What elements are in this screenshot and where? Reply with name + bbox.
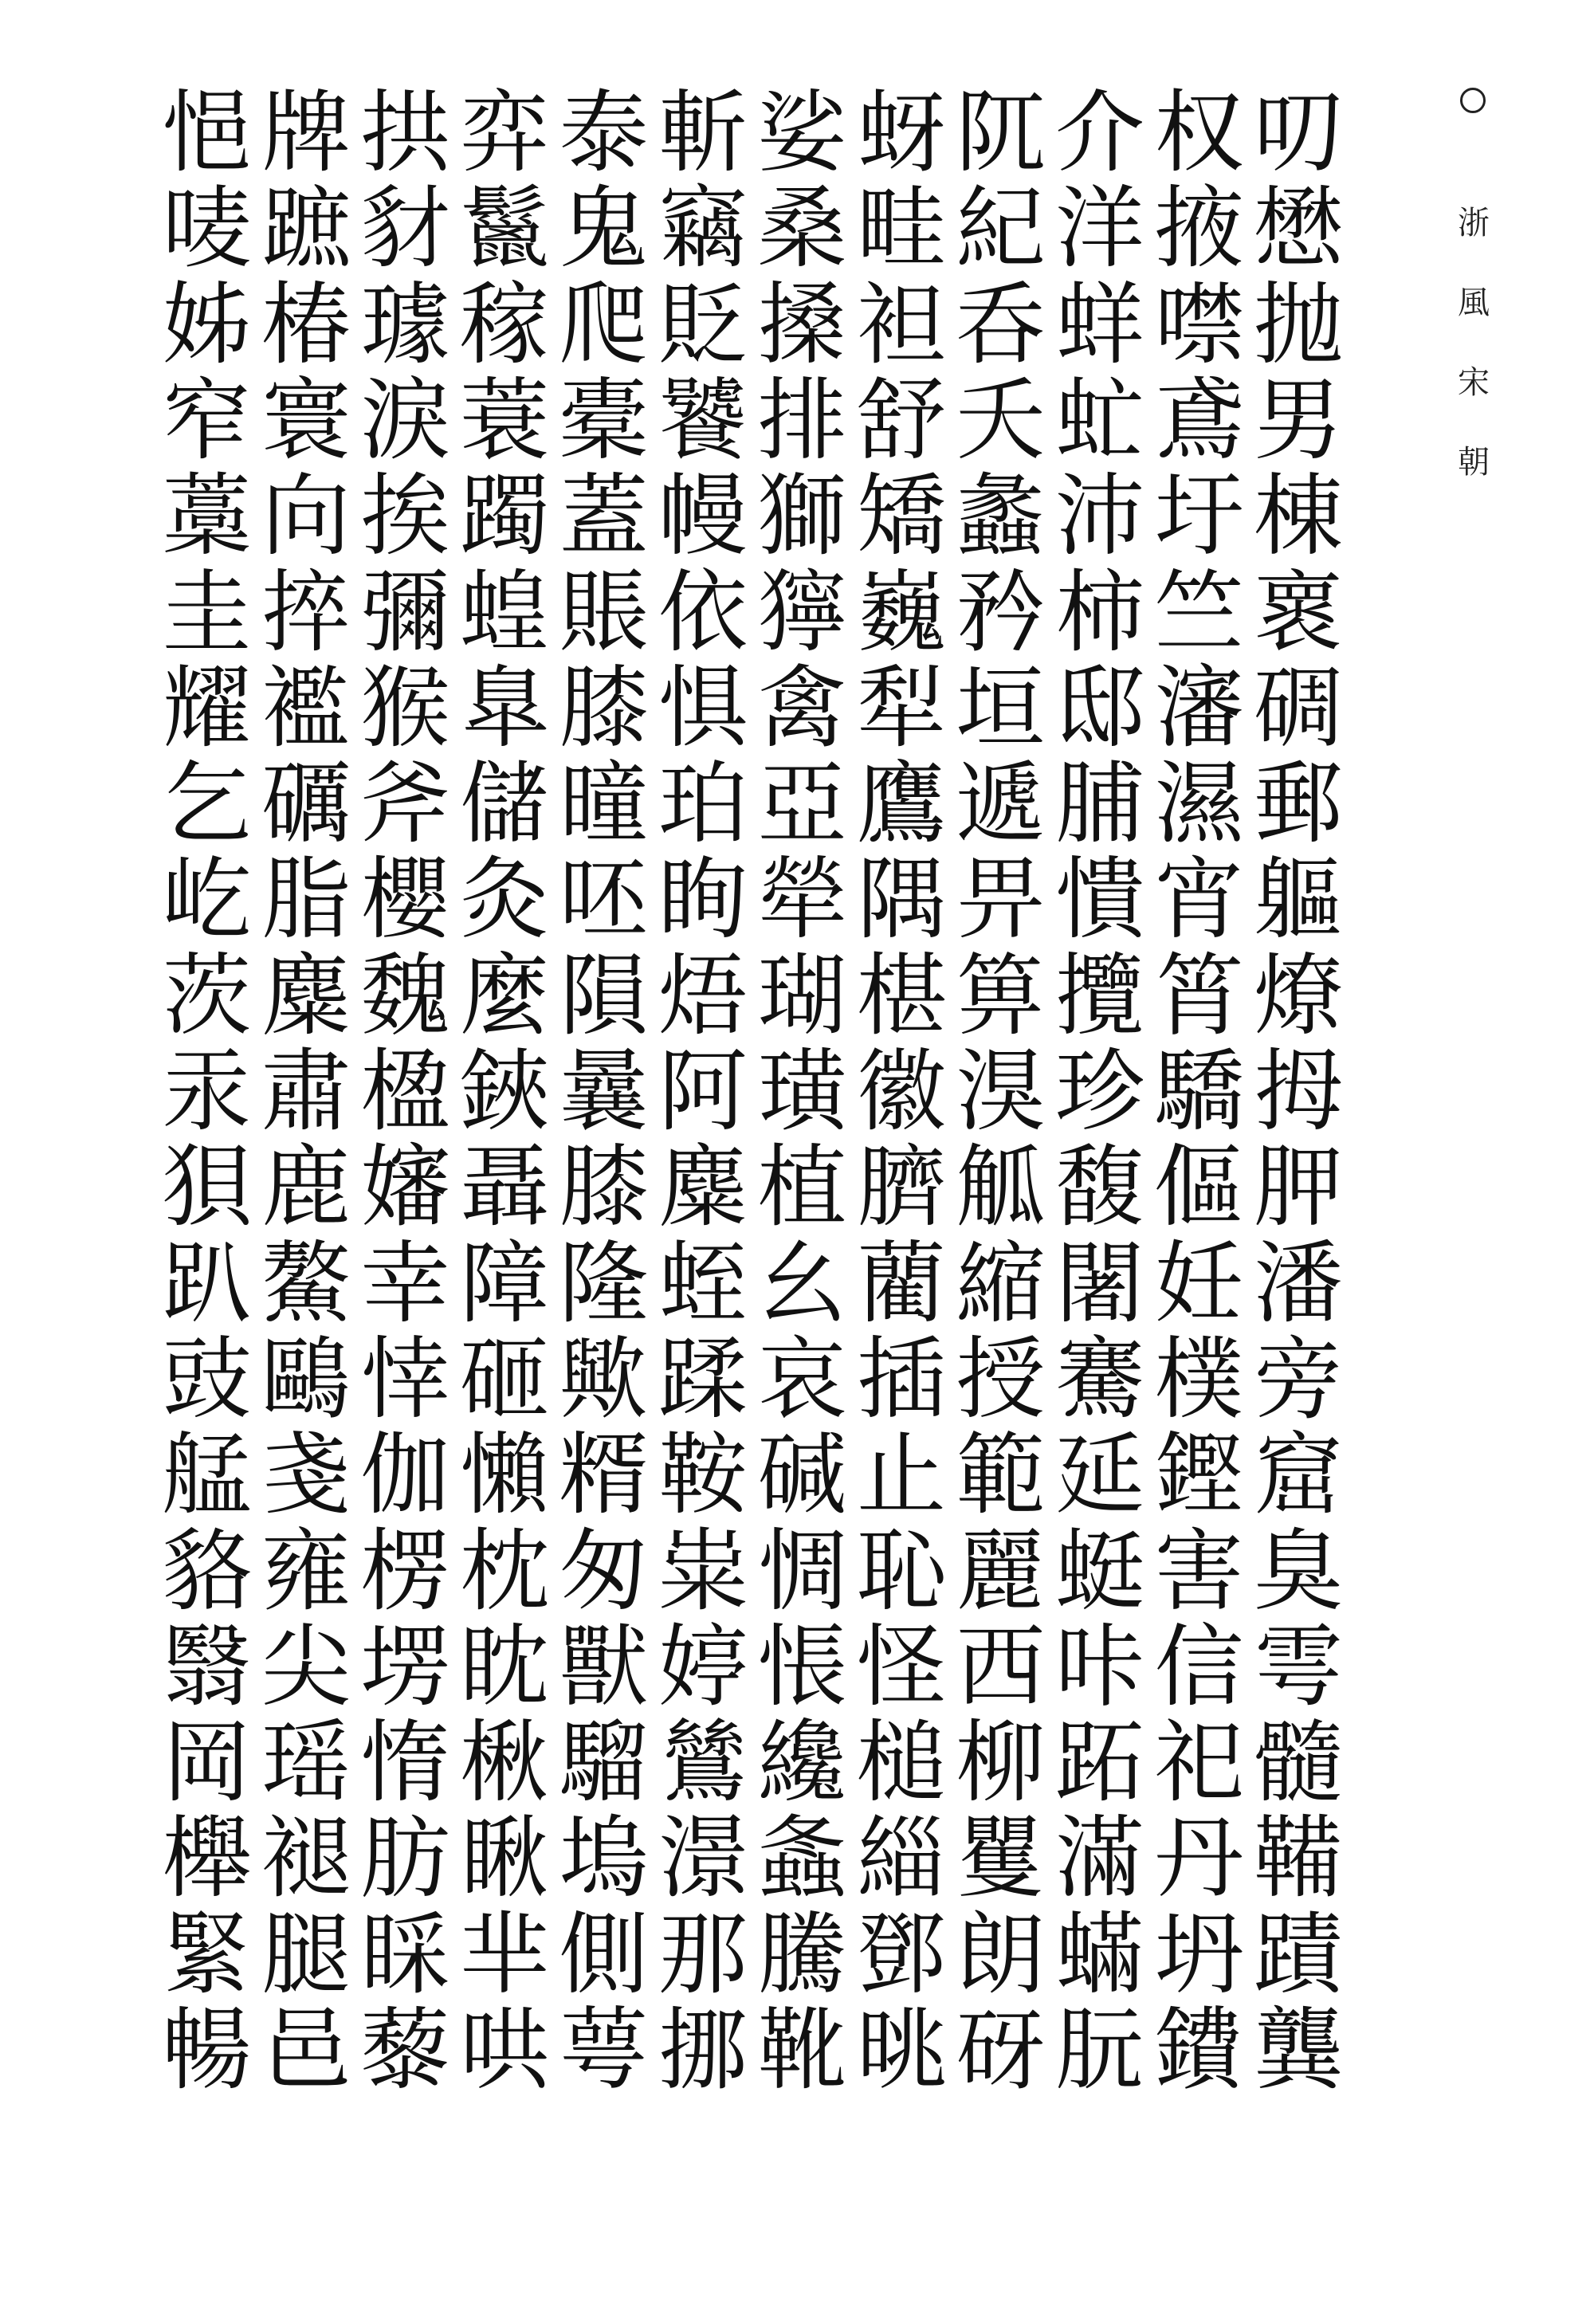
glyph-cell: 褱 — [1254, 560, 1343, 665]
glyph-cell: 抛 — [1254, 273, 1343, 377]
glyph-cell: 蹟 — [1254, 1902, 1343, 2007]
glyph-cell: 矜 — [956, 560, 1046, 665]
glyph-cell: 纔 — [757, 1711, 847, 1816]
glyph-cell: 紀 — [956, 177, 1046, 281]
glyph-cell: 咔 — [1055, 1615, 1144, 1719]
glyph-cell: 止 — [857, 1423, 946, 1528]
glyph-cell: 那 — [658, 1902, 748, 2007]
glyph-cell: 觚 — [956, 1136, 1046, 1240]
glyph-cell: 懶 — [460, 1423, 549, 1528]
glyph-cell: 彌 — [360, 560, 450, 665]
glyph-cell: 恥 — [857, 1519, 946, 1623]
glyph-cell: 圩 — [1154, 465, 1244, 569]
glyph-cell: 猴 — [360, 656, 450, 760]
glyph-cell: 障 — [460, 1231, 549, 1336]
glyph-cell: 惆 — [757, 1519, 847, 1623]
glyph-cell: 淚 — [360, 368, 450, 473]
glyph-cell: 亞 — [757, 752, 847, 857]
glyph-cell: 傴 — [1154, 1136, 1244, 1240]
glyph-cell: 朊 — [1055, 1999, 1144, 2102]
glyph-cell: 蚜 — [857, 81, 946, 185]
glyph-cell: 魏 — [360, 944, 450, 1048]
glyph-cell: 茨 — [162, 944, 252, 1048]
glyph-cell: 权 — [1154, 81, 1244, 185]
glyph-cell: 袒 — [857, 273, 946, 377]
glyph-cell: 蓑 — [460, 368, 549, 473]
glyph-cell: 怪 — [857, 1615, 946, 1719]
glyph-cell: 懋 — [1254, 177, 1343, 281]
glyph-cell: 夭 — [956, 368, 1046, 473]
glyph-cell: 蹠 — [261, 177, 351, 281]
glyph-cell: 樸 — [1154, 1327, 1244, 1431]
glyph-cell: 隕 — [559, 944, 649, 1048]
glyph-cell: 蟎 — [1055, 1902, 1144, 2007]
glyph-cell: 馥 — [1055, 1136, 1144, 1240]
glyph-cell: 趴 — [162, 1231, 252, 1336]
glyph-cell: 姊 — [162, 273, 252, 377]
glyph-cell: 牌 — [261, 81, 351, 185]
glyph-cell: 拇 — [1254, 1040, 1343, 1144]
glyph-cell: 向 — [261, 465, 351, 569]
glyph-cell: 脯 — [1055, 752, 1144, 857]
glyph-cell: 掖 — [1154, 177, 1244, 281]
glyph-cell: 麋 — [261, 944, 351, 1048]
glyph-cell: 跖 — [1055, 1711, 1144, 1816]
glyph-cell: 阢 — [956, 81, 1046, 185]
glyph-cell: 哀 — [757, 1327, 847, 1431]
glyph-cell: 瑶 — [261, 1711, 351, 1816]
glyph-cell: 碱 — [757, 1423, 847, 1528]
glyph-cell: 璜 — [757, 1040, 847, 1144]
glyph-cell: 雩 — [1254, 1615, 1343, 1719]
glyph-cell: 塢 — [559, 1807, 649, 1911]
glyph-cell: 泰 — [559, 81, 649, 185]
glyph-cell: 萼 — [559, 1999, 649, 2102]
glyph-cell: 蝗 — [460, 560, 549, 665]
glyph-cell: 憒 — [1055, 848, 1144, 952]
glyph-cell: 介 — [1055, 81, 1144, 185]
glyph-cell: 鬣 — [460, 177, 549, 281]
glyph-cell: 獰 — [757, 560, 847, 665]
glyph-cell: 膝 — [559, 1136, 649, 1240]
glyph-cell: 窄 — [162, 368, 252, 473]
glyph-cell: 朗 — [956, 1902, 1046, 2007]
glyph-cell: 滿 — [1055, 1807, 1144, 1911]
glyph-cell: 豉 — [162, 1327, 252, 1431]
glyph-cell: 丹 — [1154, 1807, 1244, 1911]
glyph-cell: 乞 — [162, 752, 252, 857]
glyph-cell: 騰 — [757, 1902, 847, 2007]
glyph-cell: 燎 — [1254, 944, 1343, 1048]
glyph-cell: 拱 — [360, 81, 450, 185]
glyph-cell: 砸 — [460, 1327, 549, 1431]
glyph-cell: 犖 — [757, 848, 847, 952]
glyph-cell: 授 — [956, 1327, 1046, 1431]
glyph-cell: 瀋 — [1154, 656, 1244, 760]
glyph-cell: 糈 — [559, 1423, 649, 1528]
glyph-cell: 腿 — [261, 1902, 351, 2007]
glyph-cell: 信 — [1154, 1615, 1244, 1719]
glyph-cell: 植 — [757, 1136, 847, 1240]
glyph-cell: 砑 — [956, 1999, 1046, 2102]
glyph-cell: 肪 — [360, 1807, 450, 1911]
glyph-cell: 髓 — [1254, 1711, 1343, 1816]
glyph-cell: 男 — [1254, 368, 1343, 473]
glyph-cell: 塄 — [360, 1615, 450, 1719]
glyph-cell: 桑 — [757, 177, 847, 281]
glyph-cell: 畀 — [956, 848, 1046, 952]
glyph-cell: 靴 — [757, 1999, 847, 2102]
glyph-cell: 範 — [956, 1423, 1046, 1528]
glyph-cell: 稼 — [460, 273, 549, 377]
glyph-cell: 曈 — [559, 752, 649, 857]
glyph-cell: 麼 — [460, 944, 549, 1048]
glyph-cell: 呑 — [956, 273, 1046, 377]
glyph-cell: 驕 — [1154, 1040, 1244, 1144]
glyph-cell: 賬 — [559, 560, 649, 665]
glyph-cell: 瑚 — [757, 944, 847, 1048]
glyph-cell: 蜓 — [1055, 1519, 1144, 1623]
glyph-cell: 舒 — [857, 368, 946, 473]
glyph-cell: 臯 — [460, 656, 549, 760]
glyph-cell: 鐨 — [1154, 1999, 1244, 2102]
glyph-cell: 婷 — [658, 1615, 748, 1719]
glyph-cell: 邑 — [261, 1999, 351, 2102]
glyph-cell: 害 — [1154, 1519, 1244, 1623]
title-char: 浙 — [1458, 205, 1490, 241]
glyph-cell: 躅 — [460, 465, 549, 569]
glyph-cell: 麗 — [956, 1519, 1046, 1623]
glyph-cell: 阿 — [658, 1040, 748, 1144]
glyph-cell: 槌 — [857, 1711, 946, 1816]
glyph-cell: 臍 — [857, 1136, 946, 1240]
glyph-cell: 橐 — [559, 368, 649, 473]
glyph-cell: 弈 — [460, 81, 549, 185]
glyph-cell: 宵 — [1154, 848, 1244, 952]
glyph-cell: 側 — [559, 1902, 649, 2007]
glyph-cell: 郵 — [1254, 752, 1343, 857]
glyph-cell: 蠡 — [956, 465, 1046, 569]
glyph-cell: 闍 — [1055, 1231, 1144, 1336]
glyph-cell: 鰲 — [261, 1231, 351, 1336]
title-char: 風 — [1458, 285, 1490, 321]
glyph-cell: 螽 — [757, 1807, 847, 1911]
glyph-cell: 鳶 — [1154, 368, 1244, 473]
glyph-cell: 筲 — [1154, 944, 1244, 1048]
glyph-cell: 邸 — [1055, 656, 1144, 760]
glyph-cell: 櫸 — [162, 1807, 252, 1911]
glyph-cell: 寰 — [261, 368, 351, 473]
glyph-cell: 哄 — [460, 1999, 549, 2102]
glyph-cell: 椹 — [857, 944, 946, 1048]
glyph-cell: 箅 — [956, 944, 1046, 1048]
glyph-cell: 粜 — [658, 1519, 748, 1623]
glyph-cell: 圭 — [162, 560, 252, 665]
glyph-cell: 噤 — [1154, 273, 1244, 377]
glyph-cell: 鋏 — [460, 1040, 549, 1144]
glyph-cell: 麋 — [658, 1136, 748, 1240]
glyph-cell: 延 — [1055, 1423, 1144, 1528]
glyph-cell: 縮 — [956, 1231, 1046, 1336]
glyph-cell: 惰 — [360, 1711, 450, 1816]
glyph-cell: 依 — [658, 560, 748, 665]
glyph-cell: 豺 — [360, 177, 450, 281]
glyph-cell: 禽 — [757, 656, 847, 760]
glyph-cell: 雍 — [261, 1519, 351, 1623]
glyph-cell: 鹿 — [261, 1136, 351, 1240]
glyph-cell: 叨 — [1254, 81, 1343, 185]
glyph-cell: 獸 — [559, 1615, 649, 1719]
glyph-cell: 隆 — [559, 1231, 649, 1336]
glyph-cell: 龔 — [1254, 1999, 1343, 2102]
glyph-cell: 幔 — [658, 465, 748, 569]
glyph-cell: 竊 — [658, 177, 748, 281]
glyph-cell: 鞍 — [658, 1423, 748, 1528]
glyph-cell: 臭 — [1254, 1519, 1343, 1623]
glyph-cell: 歟 — [559, 1327, 649, 1431]
glyph-cell: 戔 — [261, 1423, 351, 1528]
glyph-cell: 蛘 — [1055, 273, 1144, 377]
glyph-cell: 鬼 — [559, 177, 649, 281]
glyph-cell: 汞 — [162, 1040, 252, 1144]
glyph-cell: 娑 — [757, 81, 847, 185]
glyph-cell: 蓋 — [559, 465, 649, 569]
glyph-cell: 珍 — [1055, 1040, 1144, 1144]
glyph-cell: 眈 — [460, 1615, 549, 1719]
glyph-cell: 碉 — [1254, 656, 1343, 760]
glyph-cell: 櫻 — [360, 848, 450, 952]
glyph-cell: 睬 — [360, 1902, 450, 2007]
glyph-cell: 褪 — [261, 1807, 351, 1911]
glyph-cell: 爬 — [559, 273, 649, 377]
glyph-cell: 屹 — [162, 848, 252, 952]
glyph-cell: 楹 — [360, 1040, 450, 1144]
glyph-cell: 矯 — [857, 465, 946, 569]
glyph-cell: 鄧 — [857, 1902, 946, 2007]
glyph-cell: 珀 — [658, 752, 748, 857]
glyph-cell: 悵 — [757, 1615, 847, 1719]
glyph-cell: 斧 — [360, 752, 450, 857]
glyph-cell: 巍 — [857, 560, 946, 665]
glyph-cell: 挨 — [360, 465, 450, 569]
glyph-cell: 焐 — [658, 944, 748, 1048]
glyph-cell: 徽 — [857, 1040, 946, 1144]
glyph-cell: 濕 — [1154, 752, 1244, 857]
glyph-cell: 湨 — [956, 1040, 1046, 1144]
glyph-cell: 儲 — [460, 752, 549, 857]
glyph-cell: 伽 — [360, 1423, 450, 1528]
glyph-cell: 楞 — [360, 1519, 450, 1623]
glyph-cell: 尖 — [261, 1615, 351, 1719]
glyph-cell: 脂 — [261, 848, 351, 952]
glyph-cell: 潘 — [1254, 1231, 1343, 1336]
glyph-cell: 瞅 — [460, 1807, 549, 1911]
glyph-cell: 犁 — [857, 656, 946, 760]
title-char: 宋 — [1458, 364, 1490, 401]
glyph-cell: 聶 — [460, 1136, 549, 1240]
glyph-cell: 饕 — [658, 368, 748, 473]
glyph-cell: 鷗 — [261, 1327, 351, 1431]
glyph-cell: 灸 — [460, 848, 549, 952]
glyph-cell: 垣 — [956, 656, 1046, 760]
glyph-cell: 惧 — [658, 656, 748, 760]
glyph-cell: 窟 — [1254, 1423, 1343, 1528]
glyph-cell: 曩 — [559, 1040, 649, 1144]
glyph-cell: 軀 — [1254, 848, 1343, 952]
glyph-cell: 斬 — [658, 81, 748, 185]
glyph-cell: 楸 — [460, 1711, 549, 1816]
glyph-cell: 芈 — [460, 1902, 549, 2007]
glyph-cell: 眴 — [658, 848, 748, 952]
glyph-cell: 插 — [857, 1327, 946, 1431]
glyph-cell: 虻 — [1055, 368, 1144, 473]
glyph-cell: 枕 — [460, 1519, 549, 1623]
glyph-cell: 隅 — [857, 848, 946, 952]
glyph-cell: 緊 — [162, 1902, 252, 2007]
glyph-cell: 藺 — [857, 1231, 946, 1336]
glyph-cell: 狽 — [162, 1136, 252, 1240]
glyph-cell: 襤 — [261, 656, 351, 760]
glyph-cell: 妊 — [1154, 1231, 1244, 1336]
glyph-cell: 艋 — [162, 1423, 252, 1528]
glyph-cell: 翳 — [162, 1615, 252, 1719]
glyph-cell: 搡 — [757, 273, 847, 377]
glyph-cell: 緇 — [857, 1807, 946, 1911]
glyph-cell: 遞 — [956, 752, 1046, 857]
glyph-cell: 暢 — [162, 1999, 252, 2102]
glyph-cell: 西 — [956, 1615, 1046, 1719]
glyph-cell: 捽 — [261, 560, 351, 665]
glyph-cell: 鏗 — [1154, 1423, 1244, 1528]
glyph-cell: 竺 — [1154, 560, 1244, 665]
glyph-cell: 礪 — [261, 752, 351, 857]
glyph-cell: 嬸 — [360, 1136, 450, 1240]
glyph-cell: 貶 — [658, 273, 748, 377]
glyph-cell: 挪 — [658, 1999, 748, 2102]
glyph-cell: 蛭 — [658, 1231, 748, 1336]
glyph-cell: 柿 — [1055, 560, 1144, 665]
glyph-cell: 鞴 — [1254, 1807, 1343, 1911]
glyph-cell: 岡 — [162, 1711, 252, 1816]
glyph-cell: 唛 — [162, 177, 252, 281]
glyph-cell: 畦 — [857, 177, 946, 281]
glyph-cell: 肅 — [261, 1040, 351, 1144]
glyph-cell: 晀 — [857, 1999, 946, 2102]
glyph-cell: 沛 — [1055, 465, 1144, 569]
glyph-cell: 膝 — [559, 656, 649, 760]
glyph-cell: 鷹 — [857, 752, 946, 857]
glyph-cell: 耀 — [162, 656, 252, 760]
glyph-cell: 騫 — [1055, 1327, 1144, 1431]
glyph-cell: 幺 — [757, 1231, 847, 1336]
glyph-cell: 騮 — [559, 1711, 649, 1816]
glyph-cell: 澋 — [658, 1807, 748, 1911]
glyph-cell: 鷥 — [658, 1711, 748, 1816]
glyph-cell: 藜 — [360, 1999, 450, 2102]
glyph-cell: 幸 — [360, 1231, 450, 1336]
glyph-cell: 胛 — [1254, 1136, 1343, 1240]
glyph-cell: 椿 — [261, 273, 351, 377]
glyph-cell: 矍 — [956, 1807, 1046, 1911]
glyph-cell: 悒 — [162, 81, 252, 185]
glyph-cell: 排 — [757, 368, 847, 473]
title-char: 朝 — [1458, 444, 1490, 481]
glyph-cell: 旁 — [1254, 1327, 1343, 1431]
glyph-cell: 匆 — [559, 1519, 649, 1623]
glyph-cell: 璩 — [360, 273, 450, 377]
glyph-cell: 坍 — [1154, 1902, 1244, 2007]
glyph-cell: 棟 — [1254, 465, 1343, 569]
glyph-cell: 洋 — [1055, 177, 1144, 281]
glyph-cell: 攬 — [1055, 944, 1144, 1048]
glyph-cell: 蹂 — [658, 1327, 748, 1431]
glyph-cell: 獅 — [757, 465, 847, 569]
glyph-cell: 柳 — [956, 1711, 1046, 1816]
glyph-cell: 悻 — [360, 1327, 450, 1431]
glyph-cell: 貉 — [162, 1519, 252, 1623]
glyph-cell: 呸 — [559, 848, 649, 952]
glyph-cell: 祀 — [1154, 1711, 1244, 1816]
glyph-cell: 藁 — [162, 465, 252, 569]
